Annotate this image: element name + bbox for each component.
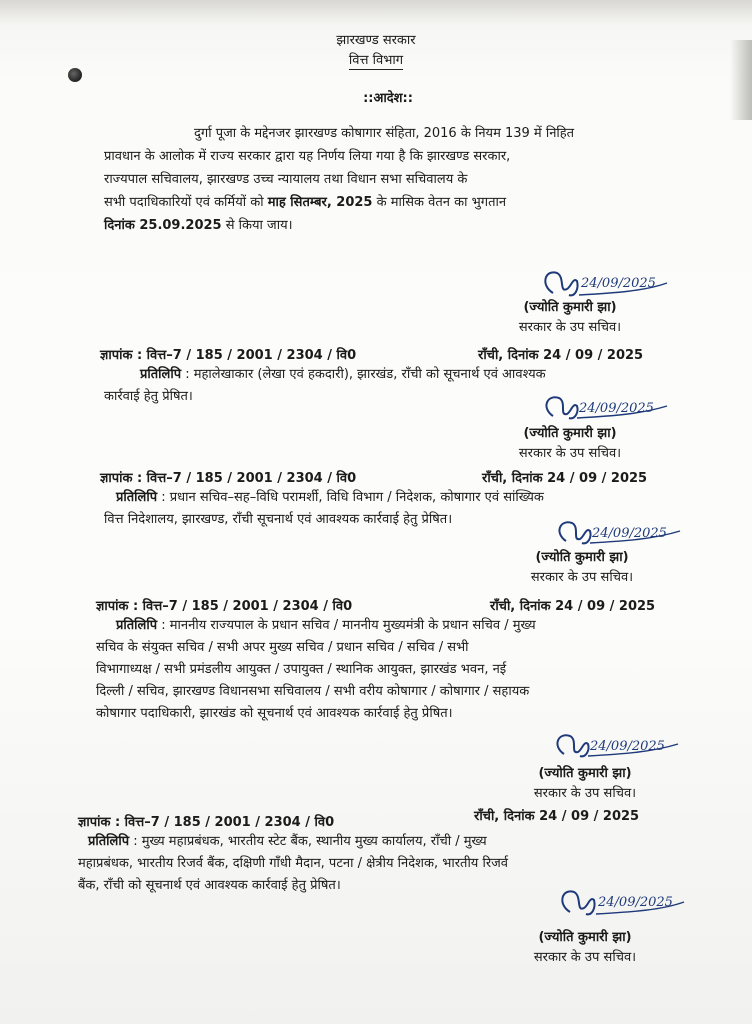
- svg-text:24/09/2025: 24/09/2025: [592, 526, 667, 541]
- signature-block-2: [485, 424, 655, 464]
- svg-text:24/09/2025: 24/09/2025: [590, 739, 665, 754]
- torn-top-edge: [0, 0, 752, 26]
- memo-number-3: ज्ञापांक : वित्त–7 / 185 / 2001 / 2304 / वि0: [96, 599, 353, 614]
- order-line-2: प्रावधान के आलोक में राज्य सरकार द्वारा यह निर्णय लिया गया है कि झारखण्ड सरकार,: [104, 149, 511, 164]
- signature-scribble-5: [552, 882, 692, 922]
- signatory-designation: सरकार के उप सचिव।: [518, 320, 622, 335]
- memo-number-1: ज्ञापांक : वित्त–7 / 185 / 2001 / 2304 / वि0: [100, 348, 357, 363]
- svg-text:24/09/2025: 24/09/2025: [581, 276, 656, 291]
- signature-scribble-2: [537, 390, 677, 426]
- place-date-2: राँची, दिनांक 24 / 09 / 2025: [482, 471, 648, 486]
- government-heading: झारखण्ड सरकार: [336, 33, 416, 48]
- copy-to-1: प्रतिलिपि : महालेखाकार (लेखा एवं हकदारी), झारखंड, राँची को सूचनार्थ एवं आवश्यक कार्रवाई हेतु प्रेषित।: [104, 367, 546, 404]
- signatory-designation: सरकार के उप सचिव।: [533, 786, 637, 801]
- memo-number-4: ज्ञापांक : वित्त–7 / 185 / 2001 / 2304 / वि0: [78, 815, 335, 830]
- order-line-5: दिनांक 25.09.2025 से किया जाय।: [104, 218, 293, 233]
- department-heading: वित्त विभाग: [348, 53, 404, 68]
- signatory-name: (ज्योति कुमारी झा): [538, 930, 632, 945]
- svg-text:24/09/2025: 24/09/2025: [579, 401, 654, 416]
- copy-to-4: प्रतिलिपि : मुख्य महाप्रबंधक, भारतीय स्टेट बैंक, स्थानीय मुख्य कार्यालय, राँची / मुख्य महाप्रबंधक, भारतीय रिजर्व बैंक, दक्षिणी गाँधी मैदान, पटना / क्षेत्रीय निदेशक, भारतीय रिजर्व बैंक, राँची को सूचनार्थ एवं आवश्यक कार्रवाई हेतु प्रेषित।: [78, 834, 509, 893]
- svg-text:24/09/2025: 24/09/2025: [598, 895, 673, 910]
- place-date-1: राँची, दिनांक 24 / 09 / 2025: [478, 348, 644, 363]
- signature-block-3: [497, 548, 667, 588]
- copy-to-2: प्रतिलिपि : प्रधान सचिव–सह–विधि परामर्शी, विधि विभाग / निदेशक, कोषागार एवं सांख्यिक वित्त निदेशालय, झारखण्ड, राँची सूचनार्थ एवं आवश्यक कार्रवाई हेतु प्रेषित।: [104, 490, 544, 527]
- signatory-name: (ज्योति कुमारी झा): [523, 300, 617, 315]
- signature-block-5: [500, 928, 670, 968]
- memo-number-2: ज्ञापांक : वित्त–7 / 185 / 2001 / 2304 / वि0: [100, 471, 357, 486]
- order-line-4: सभी पदाधिकारियों एवं कर्मियों को माह सितम्बर, 2025 के मासिक वेतन का भुगतान: [104, 195, 507, 210]
- signature-block-1: [485, 298, 655, 338]
- signatory-name: (ज्योति कुमारी झा): [538, 766, 632, 781]
- signatory-name: (ज्योति कुमारी झा): [523, 426, 617, 441]
- order-line-3: राज्यपाल सचिवालय, झारखण्ड उच्च न्यायालय तथा विधान सभा सचिवालय के: [104, 172, 468, 187]
- place-date-3: राँची, दिनांक 24 / 09 / 2025: [490, 599, 656, 614]
- place-date-4: राँची, दिनांक 24 / 09 / 2025: [474, 809, 640, 824]
- signatory-name: (ज्योति कुमारी झा): [535, 550, 629, 565]
- punch-hole: [68, 68, 82, 82]
- signatory-designation: सरकार के उप सचिव।: [530, 570, 634, 585]
- signature-scribble-1: [535, 263, 675, 303]
- signature-scribble-3: [550, 515, 690, 551]
- order-line-1: दुर्गा पूजा के मद्देनजर झारखण्ड कोषागार संहिता, 2016 के नियम 139 में निहित: [194, 126, 575, 141]
- order-heading: ::आदेश::: [363, 91, 413, 106]
- signature-scribble-4: [548, 728, 688, 764]
- signature-block-4: [500, 764, 670, 804]
- copy-to-3: प्रतिलिपि : माननीय राज्यपाल के प्रधान सचिव / माननीय मुख्यमंत्री के प्रधान सचिव / मुख्य सचिव के संयुक्त सचिव / सभी अपर मुख्य सचिव / प्रधान सचिव / सचिव / सभी विभागाध्यक्ष / सभी प्रमंडलीय आयुक्त / उपायुक्त / स्थानिक आयुक्त, झारखंड भवन, नई दिल्ली / सचिव, झारखण्ड विधानसभा सचिवालय / सभी वरीय कोषागार / कोषागार / सहायक कोषागार पदाधिकारी, झारखंड को सूचनार्थ एवं आवश्यक कार्रवाई हेतु प्रेषित।: [96, 618, 536, 721]
- signatory-designation: सरकार के उप सचिव।: [533, 950, 637, 965]
- signatory-designation: सरकार के उप सचिव।: [518, 446, 622, 461]
